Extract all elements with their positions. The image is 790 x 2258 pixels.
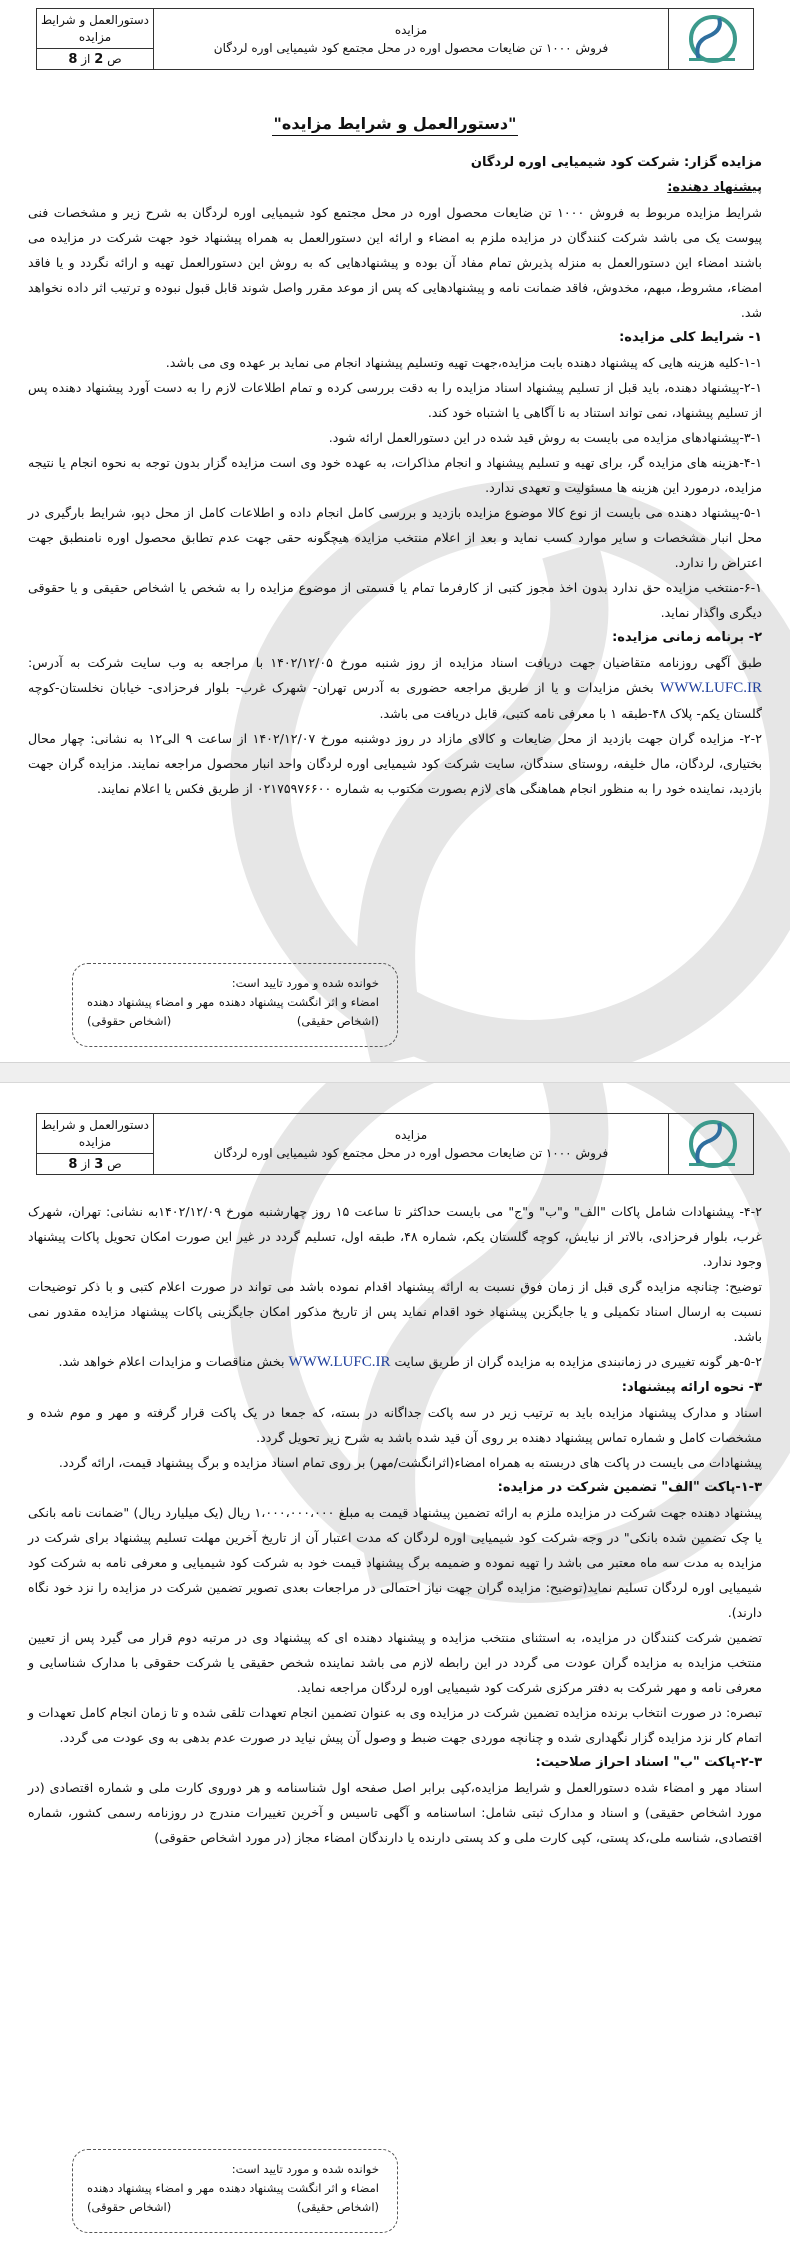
- header-page-number: ص 3 از 8: [68, 1157, 122, 1172]
- clause-2-4: ۴-۲- پیشنهادات شامل پاکات "الف" و"ب" و"ج" می بایست حداکثر تا ساعت ۱۵ روز چهارشنبه مورخ ۱۴۰۲/۱۲/۰۹به نشانی: تهران، شهرک غرب، بلوار فرحزادی، بالاتر از نیایش، کوچه گلستان یکم، شماره ۴۸، طبقه اول، تسلیم گردد در غیر این صورت امکان تحویل پاکات پیشنهاد وجود ندارد.: [28, 1204, 762, 1269]
- header-doc-type: دستورالعمل و شرایط مزایده: [37, 1114, 153, 1154]
- signature-box: [72, 963, 398, 1047]
- clause-1-5: ۵-۱-پیشنهاد دهنده می بایست از نوع کالا موضوع مزایده بازدید و بررسی کامل انجام داده و اطلاعات کامل از محل دپو، شرایط بارگیری در محل انبار مشخصات و سایر موارد کسب نماید و بعد از اعلام منتخب مزایده هیچگونه حقی جهت عدم تطابق محصول اوره نامنطبق جهت اعتراض را ندارد.: [28, 505, 762, 570]
- page-header: [36, 8, 754, 70]
- header-page-number: ص 2 از 8: [68, 52, 122, 67]
- company-logo: [668, 9, 753, 69]
- signature-legal-label: مهر و امضاء پیشنهاد دهنده: [87, 995, 215, 1009]
- signature-legal-note: (اشخاص حقوقی): [87, 2200, 172, 2214]
- document-title: "دستورالعمل و شرایط مزایده": [0, 114, 790, 136]
- header-label: مزایده: [394, 1128, 428, 1142]
- header-subtitle: فروش ۱۰۰۰ تن ضایعات محصول اوره در محل مجتمع کود شیمیایی اوره لردگان: [213, 41, 609, 55]
- company-logo-icon: [681, 1117, 741, 1171]
- header-title-block: [154, 9, 668, 69]
- signature-confirm-label: خوانده شده و مورد تایید است:: [231, 976, 379, 990]
- document-page-2: [0, 1082, 790, 2258]
- header-label: مزایده: [394, 23, 428, 37]
- clause-2-2: ۲-۲- مزایده گران جهت بازدید از محل ضایعات و کالای مازاد در روز دوشنبه مورخ ۱۴۰۲/۱۲/۰۷ از ساعت ۹ الی۱۲ به نشانی: چهار محال بختیاری، لردگان، مال خلیفه، روستای سندگان، سایت شرکت کود شیمیایی اوره لردگان واحد انبار محصول مراجعه نمایند. مزایده گران جهت بازدید، نماینده خود را به منظور انجام هماهنگی های لازم بصورت مکتوب به شماره ۰۲۱۷۵۹۷۶۶۰۰ از طریق فکس یا اعلام نمایند.: [28, 731, 762, 796]
- company-logo: [668, 1114, 753, 1174]
- website-link[interactable]: WWW.LUFC.IR: [288, 1354, 391, 1370]
- section-3-body: اسناد و مدارک پیشنهاد مزایده باید به ترتیب زیر در سه پاکت جداگانه در بسته، که جمعا در یک پاکت قرار گرفته و مهر و موم شده و مشخصات کامل و شماره تماس پیشنهاد دهنده بر روی آن قید شده باشد به شرح زیر تحویل گردد.: [28, 1405, 762, 1445]
- page1-body: [28, 150, 762, 801]
- page-header: [36, 1113, 754, 1175]
- clause-1-6: ۶-۱-منتخب مزایده حق ندارد بدون اخذ مجوز کتبی از کارفرما تمام یا قسمتی از موضوع مزایده را به شخص یا اشخاص حقیقی و یا حقوقی دیگری واگذار نماید.: [28, 580, 762, 620]
- organizer-line: مزایده گزار: شرکت کود شیمیایی اوره لردگان: [470, 155, 762, 170]
- website-link[interactable]: WWW.LUFC.IR: [660, 680, 762, 696]
- page-separator: [0, 1062, 790, 1084]
- section-3-title: ۳- نحوه ارائه پیشنهاد:: [621, 1380, 762, 1395]
- signature-confirm-label: خوانده شده و مورد تایید است:: [231, 2162, 379, 2176]
- section-3-1-paragraph-3: تبصره: در صورت انتخاب برنده مزایده تضمین شرکت در مزایده وی به عنوان تضمین انجام تعهدات تلقی شده و تا زمان انجام کامل تعهدات و اتمام کار نزد مزایده گزار نگهداری شده و چنانچه موردی جهت ضبط و وصول آن پیش نیاید در صورت عدم بدهی به وی عودت می گردد.: [28, 1705, 762, 1745]
- header-title-block: [154, 1114, 668, 1174]
- header-subtitle: فروش ۱۰۰۰ تن ضایعات محصول اوره در محل مجتمع کود شیمیایی اوره لردگان: [213, 1146, 609, 1160]
- page2-body: [28, 1199, 762, 1850]
- clause-1-1: ۱-۱-کلیه هزینه هایی که پیشنهاد دهنده بابت مزایده،جهت تهیه وتسلیم پیشنهاد انجام می نماید بر عهده وی می باشد.: [165, 355, 762, 370]
- section-3-2-body: اسناد مهر و امضاء شده دستورالعمل و شرایط مزایده،کپی برابر اصل صفحه اول شناسنامه و هر دوروی کارت ملی و شماره اقتصادی (در مورد اشخاص حقیقی) و اسناد و مدارک ثبتی شامل: اساسنامه و آگهی تاسیس و آخرین تغییرات مندرج در روزنامه رسمی کشور، شماره اقتصادی، شناسه ملی،کد پستی، کپی کارت ملی و کد پستی دارنده یا دارندگان امضاء مجاز (در مورد اشخاص حقوقی): [28, 1780, 762, 1845]
- clause-2-1: طبق آگهی روزنامه متقاضیان جهت دریافت اسناد مزایده از روز شنبه مورخ ۱۴۰۲/۱۲/۰۵ با مراجعه به وب سایت شرکت به آدرس: WWW.LUFC.IR بخش مزایدات و یا از طریق مراجعه حضوری به آدرس تهران- شهرک غرب- بلوار فرحزادی- خیابان نخلستان-کوچه گلستان یکم- پلاک ۴۸-طبقه ۱ با معرفی نامه کتبی، قابل دریافت می باشد.: [28, 655, 762, 721]
- section-3-2-title: ۲-۳-پاکت "ب" اسناد احراز صلاحیت:: [535, 1755, 762, 1770]
- section-1-title: ۱- شرایط کلی مزایده:: [619, 330, 762, 345]
- section-3-1-body: پیشنهاد دهنده جهت شرکت در مزایده ملزم به ارائه تضمین پیشنهاد قیمت به مبلغ ۱،۰۰۰،۰۰۰،۰۰۰ ریال (یک میلیارد ریال) "ضمانت نامه بانکی یا چک تضمین شده بانکی" در وجه شرکت کود شیمیایی اوره لردگان که مدت اعتبار آن از تاریخ آخرین مهلت تسلیم پیشنهاد برای شرکت در مزایده به مدت سه ماه معتبر می باشد را تهیه نموده و ضمیمه برگ پیشنهاد قیمت خود به شرکت کود شیمیایی و معرفی نامه به شرکت کود شیمیایی اوره لردگان تسلیم نماید(توضیح: مزایده گران جهت نیاز احتمالی در مراجعات بعدی تصویر تضمین شرکت در مزایده را نزد خود نگاه دارند).: [28, 1505, 762, 1620]
- signature-natural-note: (اشخاص حقیقی): [296, 1014, 379, 1028]
- signature-natural-note: (اشخاص حقیقی): [296, 2200, 379, 2214]
- header-doc-box: [37, 9, 154, 69]
- section-3-note: پیشنهادات می بایست در پاکت های دربسته به همراه امضاء(اثرانگشت/مهر) بر روی تمام اسناد مزایده و برگ پیشنهاد قیمت، ارائه گردد.: [58, 1455, 762, 1470]
- company-logo-icon: [681, 12, 741, 66]
- header-doc-box: [37, 1114, 154, 1174]
- clause-1-4: ۴-۱-هزینه های مزایده گر، برای تهیه و تسلیم پیشنهاد و انجام مذاکرات، به عهده خود وی است مزایده گزار بدون توجه به نحوه انجام یا نتیجه مزایده، درمورد این هزینه ها مسئولیت و تعهدی ندارد.: [28, 455, 762, 495]
- section-3-1-title: ۱-۳-پاکت "الف" تضمین شرکت در مزایده:: [497, 1480, 762, 1495]
- signature-legal-note: (اشخاص حقوقی): [87, 1014, 172, 1028]
- intro-paragraph: شرایط مزایده مربوط به فروش ۱۰۰۰ تن ضایعات محصول اوره در محل مجتمع کود شیمیایی اوره لردگان به شرح زیر و مشخصات فنی پیوست یک می باشد شرکت کنندگان در مزایده ملزم به امضاء و ارائه این دستورالعمل به همراه پیشنهاد خود جهت شرکت در مزایده می باشند امضاء این دستورالعمل به منزله پذیرش تمام مفاد آن بوده و پیشنهادهایی که به روش این دستورالعمل تهیه و ارائه نگردد و یا فاقد امضاء، مشروط، مبهم، مخدوش، فاقد ضمانت نامه و پیشنهادهایی که پس از موعد مقرر واصل شوند قابل قبول نبوده و ترتیب اثر داده نخواهد شد.: [28, 205, 763, 320]
- document-page-1: [0, 0, 790, 1082]
- signature-natural-label: امضاء و اثر انگشت پیشنهاد دهنده: [218, 995, 379, 1009]
- clause-1-3: ۳-۱-پیشنهادهای مزایده می بایست به روش قید شده در این دستورالعمل ارائه شود.: [328, 430, 762, 445]
- header-doc-type: دستورالعمل و شرایط مزایده: [37, 9, 153, 49]
- clause-2-5: ۵-۲-هر گونه تغییری در زمانبندی مزایده به مزایده گران از طریق سایت WWW.LUFC.IR بخش مناقصات و مزایدات اعلام خواهد شد.: [58, 1354, 762, 1370]
- section-3-1-paragraph-2: تضمین شرکت کنندگان در مزایده، به استثنای منتخب مزایده و پیشنهاد دهنده ای که پیشنهاد وی در مرتبه دوم قرار می گیرد پس از تعیین منتخب مزایده به مزایده گران عودت می گردد در این رابطه لازم می باشد نماینده شخص حقیقی یا شرکت حقوقی با مدارک شناسایی و معرفی نامه و مهر شرکت به دفتر مرکزی شرکت کود شیمیایی اوره لردگان مراجعه نماید.: [28, 1630, 762, 1695]
- signature-box: [72, 2149, 398, 2233]
- section-2-title: ۲- برنامه زمانی مزایده:: [612, 630, 762, 645]
- clause-1-2: ۲-۱-پیشنهاد دهنده، باید قبل از تسلیم پیشنهاد اسناد مزایده را به دقت بررسی کرده و تمام اطلاعات لازم را به دست آورد پیشنهاد دهنده پس از تسلیم پیشنهاد، نمی تواند استناد به نا آگاهی یا اشتباه خود کند.: [28, 380, 762, 420]
- signature-legal-label: مهر و امضاء پیشنهاد دهنده: [87, 2181, 215, 2195]
- signature-natural-label: امضاء و اثر انگشت پیشنهاد دهنده: [218, 2181, 379, 2195]
- bidder-line: پیشنهاد دهنده:: [667, 180, 762, 195]
- clause-2-4-note: توضیح: چنانچه مزایده گری قبل از زمان فوق نسبت به ارائه پیشنهاد اقدام نموده باشد می تواند در صورت اعلام کتبی و با ذکر توضیحات نسبت به ارسال اسناد تکمیلی و یا جایگزین پیشنهاد خود اقدام نماید پس از تاریخ مذکور امکان جایگزینی پاکات پیشنهاد مزایده مقدور نمی باشد.: [28, 1279, 762, 1344]
